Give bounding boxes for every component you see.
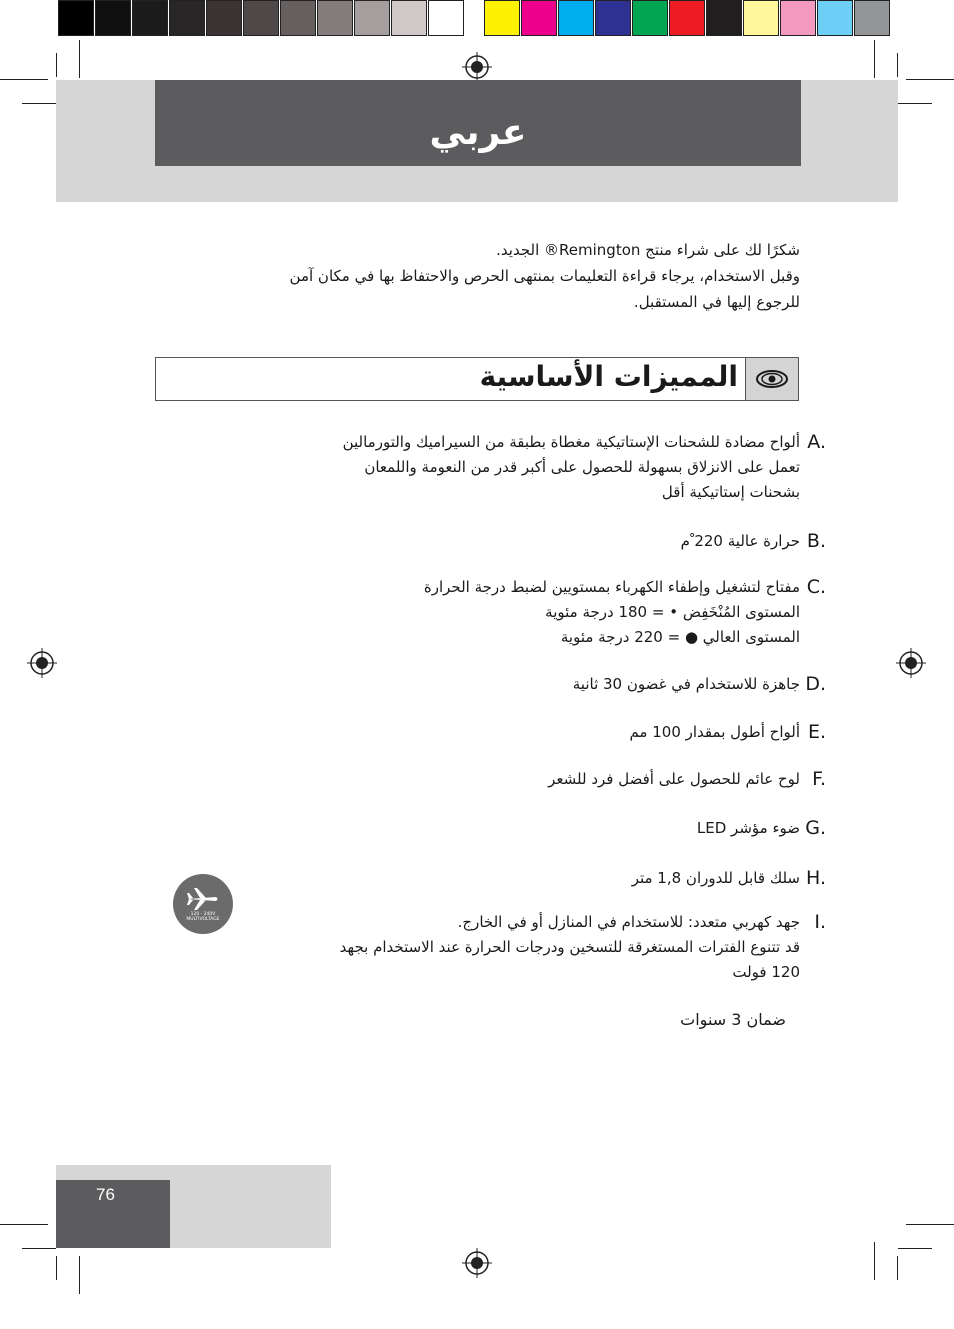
calibration-swatch (132, 0, 168, 36)
item-line: جاهزة للاستخدام في غضون 30 ثانية (572, 675, 800, 693)
feature-item-i (339, 910, 826, 985)
calibration-swatch (280, 0, 316, 36)
page-number: 76 (96, 1185, 115, 1204)
item-line: سلك قابل للدوران 1,8 متر (631, 869, 800, 887)
item-line: تعمل على الانزلاق بسهولة للحصول على أكبر قدر من النعومة واللمعان (364, 458, 800, 476)
calibration-swatch (669, 0, 705, 36)
item-letter: B. (806, 530, 826, 552)
item-letter: G. (805, 817, 826, 839)
crop-mark (22, 1248, 56, 1249)
intro-line: للرجوع إليها في المستقبل. (633, 293, 800, 311)
crop-mark (79, 1256, 80, 1294)
page-title: عربي (429, 112, 527, 153)
intro-line: شكرًا لك على شراء منتج Remington® الجديد. (496, 241, 800, 259)
item-letter: A. (807, 431, 826, 453)
registration-mark-icon (462, 1248, 492, 1278)
item-line: لوح عائم للحصول على أفضل فرد للشعر (548, 770, 800, 788)
registration-mark-icon (462, 52, 492, 82)
calibration-swatch (243, 0, 279, 36)
airplane-icon (186, 886, 220, 912)
item-line: ألواح مضادة للشحنات الإستاتيكية مغطاة بطبقة من السيراميك والتورمالين (342, 433, 800, 451)
calibration-swatch (317, 0, 353, 36)
item-letter: F. (812, 768, 826, 790)
item-line: جهد كهربي متعدد: للاستخدام في المنازل أو في الخارج. (457, 913, 800, 931)
section-heading (155, 357, 799, 401)
crop-mark (56, 1256, 57, 1280)
intro-line: وقبل الاستخدام، يرجاء قراءة التعليمات بمنتهى الحرص والاحتفاظ بها في مكان آمن (289, 267, 800, 285)
calibration-swatch (484, 0, 520, 36)
item-line: مفتاح لتشغيل وإطفاء الكهرباء بمستويين لضبط درجة الحرارة (423, 578, 800, 596)
item-letter: D. (805, 673, 826, 695)
crop-mark (897, 53, 898, 77)
badge-label: MULTIVOLTAGE (186, 917, 220, 922)
crop-mark (874, 40, 875, 78)
calibration-swatch (428, 0, 464, 36)
color-calibration-bar (484, 0, 891, 38)
item-line: حرارة عالية 220 ْم (680, 532, 800, 550)
calibration-swatch (743, 0, 779, 36)
crop-mark (897, 1256, 898, 1280)
crop-mark (0, 79, 48, 80)
calibration-swatch (632, 0, 668, 36)
calibration-swatch (558, 0, 594, 36)
registration-mark-icon (27, 648, 57, 678)
crop-mark (898, 1248, 932, 1249)
guarantee-text: ضمان 3 سنوات (680, 1010, 786, 1029)
multivoltage-badge (173, 874, 233, 934)
calibration-swatch (780, 0, 816, 36)
feature-item-e (629, 720, 826, 745)
crop-mark (898, 103, 932, 104)
registration-mark-icon (896, 648, 926, 678)
calibration-swatch (354, 0, 390, 36)
item-letter: E. (807, 721, 826, 743)
section-icon-cell (745, 358, 798, 400)
calibration-swatch (206, 0, 242, 36)
feature-item-a (342, 430, 826, 505)
calibration-swatch (595, 0, 631, 36)
gray-calibration-bar (58, 0, 465, 38)
crop-mark (79, 40, 80, 78)
feature-item-b (680, 529, 826, 554)
eye-icon (754, 368, 790, 390)
section-title: المميزات الأساسية (479, 360, 738, 393)
item-letter: H. (806, 867, 826, 889)
item-line: ضوء مؤشر LED (696, 819, 800, 837)
crop-mark (906, 1224, 954, 1225)
item-line: 120 فولت (732, 963, 800, 981)
crop-mark (0, 1224, 48, 1225)
badge-voltage: 120 - 240V (190, 912, 216, 917)
crop-mark (874, 1242, 875, 1280)
crop-mark (56, 53, 57, 77)
feature-item-g (696, 816, 826, 841)
calibration-swatch (817, 0, 853, 36)
item-line: المستوى المُنْخَفِض • = 180 درجة مئوية (545, 603, 800, 621)
calibration-swatch (169, 0, 205, 36)
feature-item-h (631, 866, 826, 891)
item-letter: I. (814, 911, 826, 933)
crop-mark (906, 79, 954, 80)
item-line: ألواح أطول بمقدار 100 مم (629, 723, 800, 741)
item-line: المستوى العالي ● = 220 درجة مئوية (560, 628, 800, 646)
item-line: بشحنات إستاتيكية أقل (661, 483, 800, 501)
feature-item-c (423, 575, 826, 650)
calibration-swatch (521, 0, 557, 36)
item-letter: C. (806, 576, 826, 598)
intro-text (140, 237, 800, 315)
feature-item-d (572, 672, 826, 697)
calibration-swatch (95, 0, 131, 36)
feature-item-f (548, 767, 826, 792)
calibration-swatch (706, 0, 742, 36)
calibration-swatch (391, 0, 427, 36)
crop-mark (22, 103, 56, 104)
item-line: قد تتنوع الفترات المستغرقة للتسخين ودرجات الحرارة عند الاستخدام بجهد (339, 938, 800, 956)
calibration-swatch (58, 0, 94, 36)
calibration-swatch (854, 0, 890, 36)
